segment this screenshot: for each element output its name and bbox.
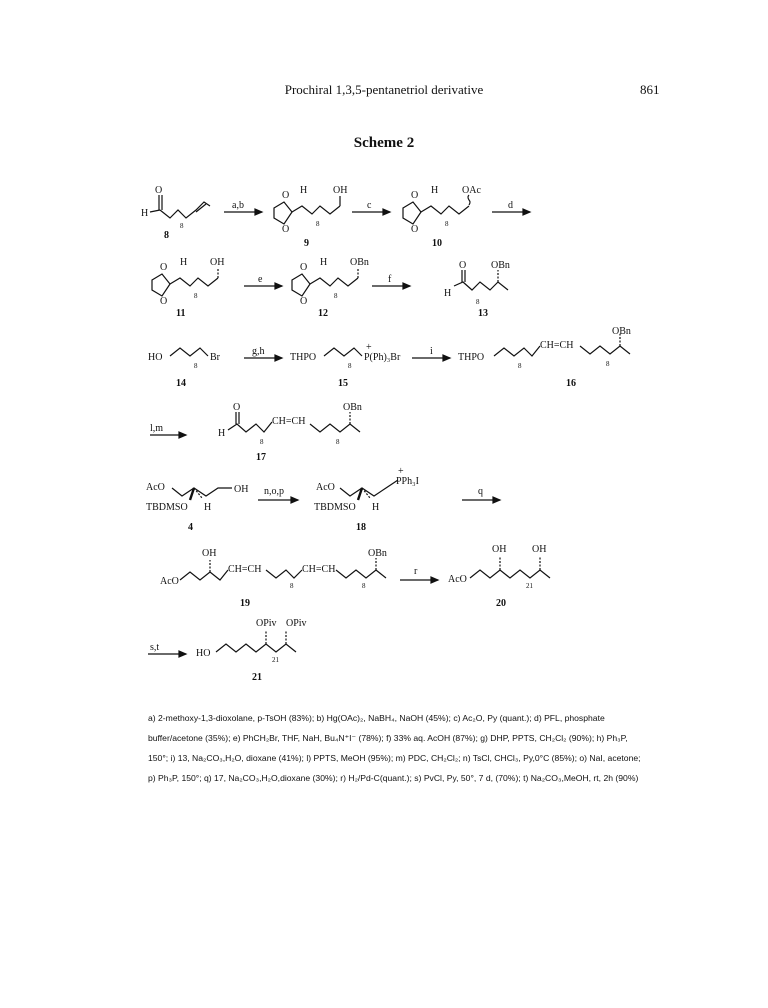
subscript-21: 21 [272, 656, 279, 664]
atom-obn: OBn [343, 402, 362, 413]
atom-o: O [282, 224, 290, 235]
atom-ch-ch: CH=CH [272, 416, 306, 427]
reagent-label: i [430, 346, 433, 357]
compound-number: 12 [318, 308, 328, 319]
atom-oac: OAc [462, 185, 481, 196]
atom-o: O [411, 224, 419, 235]
charge-plus: + [366, 342, 372, 353]
atom-oh: OH [202, 548, 217, 559]
subscript-8: 8 [194, 292, 198, 300]
compound-number: 19 [240, 598, 250, 609]
atom-o: O [300, 262, 308, 273]
atom-o: O [411, 190, 419, 201]
reagent-label: s,t [150, 642, 160, 653]
atom-ch-ch: CH=CH [302, 564, 336, 575]
atom-ho: HO [148, 352, 163, 363]
compound-number: 11 [176, 308, 186, 319]
atom-pph3i: PPh₃I [396, 476, 419, 487]
atom-h: H [218, 428, 226, 439]
atom-aco: AcO [146, 482, 165, 493]
atom-h: H [372, 502, 380, 513]
page-number: 861 [640, 82, 660, 97]
atom-aco: AcO [448, 574, 467, 585]
atom-aco: AcO [316, 482, 335, 493]
atom-pph3br: P(Ph)₃Br [364, 352, 401, 363]
reagent-label: r [414, 566, 418, 577]
atom-h: H [204, 502, 212, 513]
atom-obn: OBn [368, 548, 387, 559]
reagent-label: d [508, 200, 513, 211]
subscript-8: 8 [362, 582, 366, 590]
atom-oh: OH [532, 544, 547, 555]
reagent-label: f [388, 274, 392, 285]
compound-number: 21 [252, 672, 262, 683]
subscript-8: 8 [606, 360, 610, 368]
reagent-label: a,b [232, 200, 244, 211]
reagent-label: c [367, 200, 372, 211]
atom-oh: OH [492, 544, 507, 555]
subscript-8: 8 [348, 362, 352, 370]
atom-ho: HO [196, 648, 211, 659]
atom-opiv: OPiv [286, 618, 307, 629]
atom-h: H [320, 257, 328, 268]
atom-ch-ch: CH=CH [540, 340, 574, 351]
subscript-8: 8 [476, 298, 480, 306]
atom-h: H [444, 288, 452, 299]
subscript-8: 8 [180, 222, 184, 230]
atom-ch-ch: CH=CH [228, 564, 262, 575]
compound-number: 9 [304, 238, 309, 249]
reagent-label: q [478, 486, 483, 497]
atom-o: O [300, 296, 308, 307]
atom-thpo: THPO [458, 352, 485, 363]
reagent-label: g,h [252, 346, 265, 357]
atom-tbdmso: TBDMSO [146, 502, 188, 513]
compound-number: 4 [188, 522, 193, 533]
compound-number: 18 [356, 522, 366, 533]
atom-obn: OBn [612, 326, 631, 337]
atom-h: H [141, 208, 149, 219]
atom-oh: OH [210, 257, 225, 268]
compound-number: 20 [496, 598, 506, 609]
atom-obn: OBn [491, 260, 510, 271]
atom-h: H [431, 185, 439, 196]
atom-opiv: OPiv [256, 618, 277, 629]
reagent-label: n,o,p [264, 486, 284, 497]
atom-oh: OH [333, 185, 348, 196]
compound-number: 16 [566, 378, 576, 389]
subscript-8: 8 [336, 438, 340, 446]
reaction-conditions-footnote: a) 2-methoxy-1,3-dioxolane, p-TsOH (83%); b) Hg(OAc)₂, NaBH₄, NaOH (45%); c) Ac₂O, Py (quant.); d) PFL, phosphate buffer/acetone (35%); e) PhCH₂Br, THF, NaH, Bu₄N⁺I⁻ (78%); f) 33% aq. AcOH (87%); g) DHP, PPTS, CH₂Cl₂ (90%); h) Ph₃P, 150°; i) 13, Na₂CO₃,H₂O, dioxane (41%); l) PPTS, MeOH (95%); m) PDC, CH₂Cl₂; n) TsCl, CHCl₃, Py,0°C (85%); o) NaI, acetone; p) Ph₃P, 150°; q) 17, Na₂CO₃,H₂O,dioxane (30%); r) H₂/Pd-C(quant.); s) PvCl, Py, 50°, 7 d, (70%); t) Na₂CO₃,MeOH, rt, 2h (90%) [148, 713, 641, 783]
atom-h: H [180, 257, 188, 268]
subscript-8: 8 [316, 220, 320, 228]
reagent-label: l,m [150, 423, 164, 434]
compound-number: 8 [164, 230, 169, 241]
compound-number: 17 [256, 452, 266, 463]
scheme-title: Scheme 2 [353, 135, 415, 151]
atom-o: O [282, 190, 290, 201]
atom-oh: OH [234, 484, 249, 495]
subscript-8: 8 [260, 438, 264, 446]
atom-thpo: THPO [290, 352, 317, 363]
compound-number: 14 [176, 378, 186, 389]
compound-number: 10 [432, 238, 442, 249]
subscript-8: 8 [334, 292, 338, 300]
compound-number: 13 [478, 308, 488, 319]
subscript-21: 21 [526, 582, 533, 590]
subscript-8: 8 [290, 582, 294, 590]
subscript-8: 8 [194, 362, 198, 370]
reagent-label: e [258, 274, 263, 285]
atom-aco: AcO [160, 576, 179, 587]
atom-tbdmso: TBDMSO [314, 502, 356, 513]
subscript-8: 8 [518, 362, 522, 370]
atom-o: O [155, 185, 163, 196]
atom-br: Br [210, 352, 220, 363]
subscript-8: 8 [445, 220, 449, 228]
atom-obn: OBn [350, 257, 369, 268]
atom-o: O [459, 260, 467, 271]
charge-plus: + [398, 466, 404, 477]
atom-o: O [160, 296, 168, 307]
atom-h: H [300, 185, 308, 196]
compound-number: 15 [338, 378, 348, 389]
atom-o: O [160, 262, 168, 273]
running-title: Prochiral 1,3,5-pentanetriol derivative [284, 82, 484, 97]
atom-o: O [233, 402, 241, 413]
